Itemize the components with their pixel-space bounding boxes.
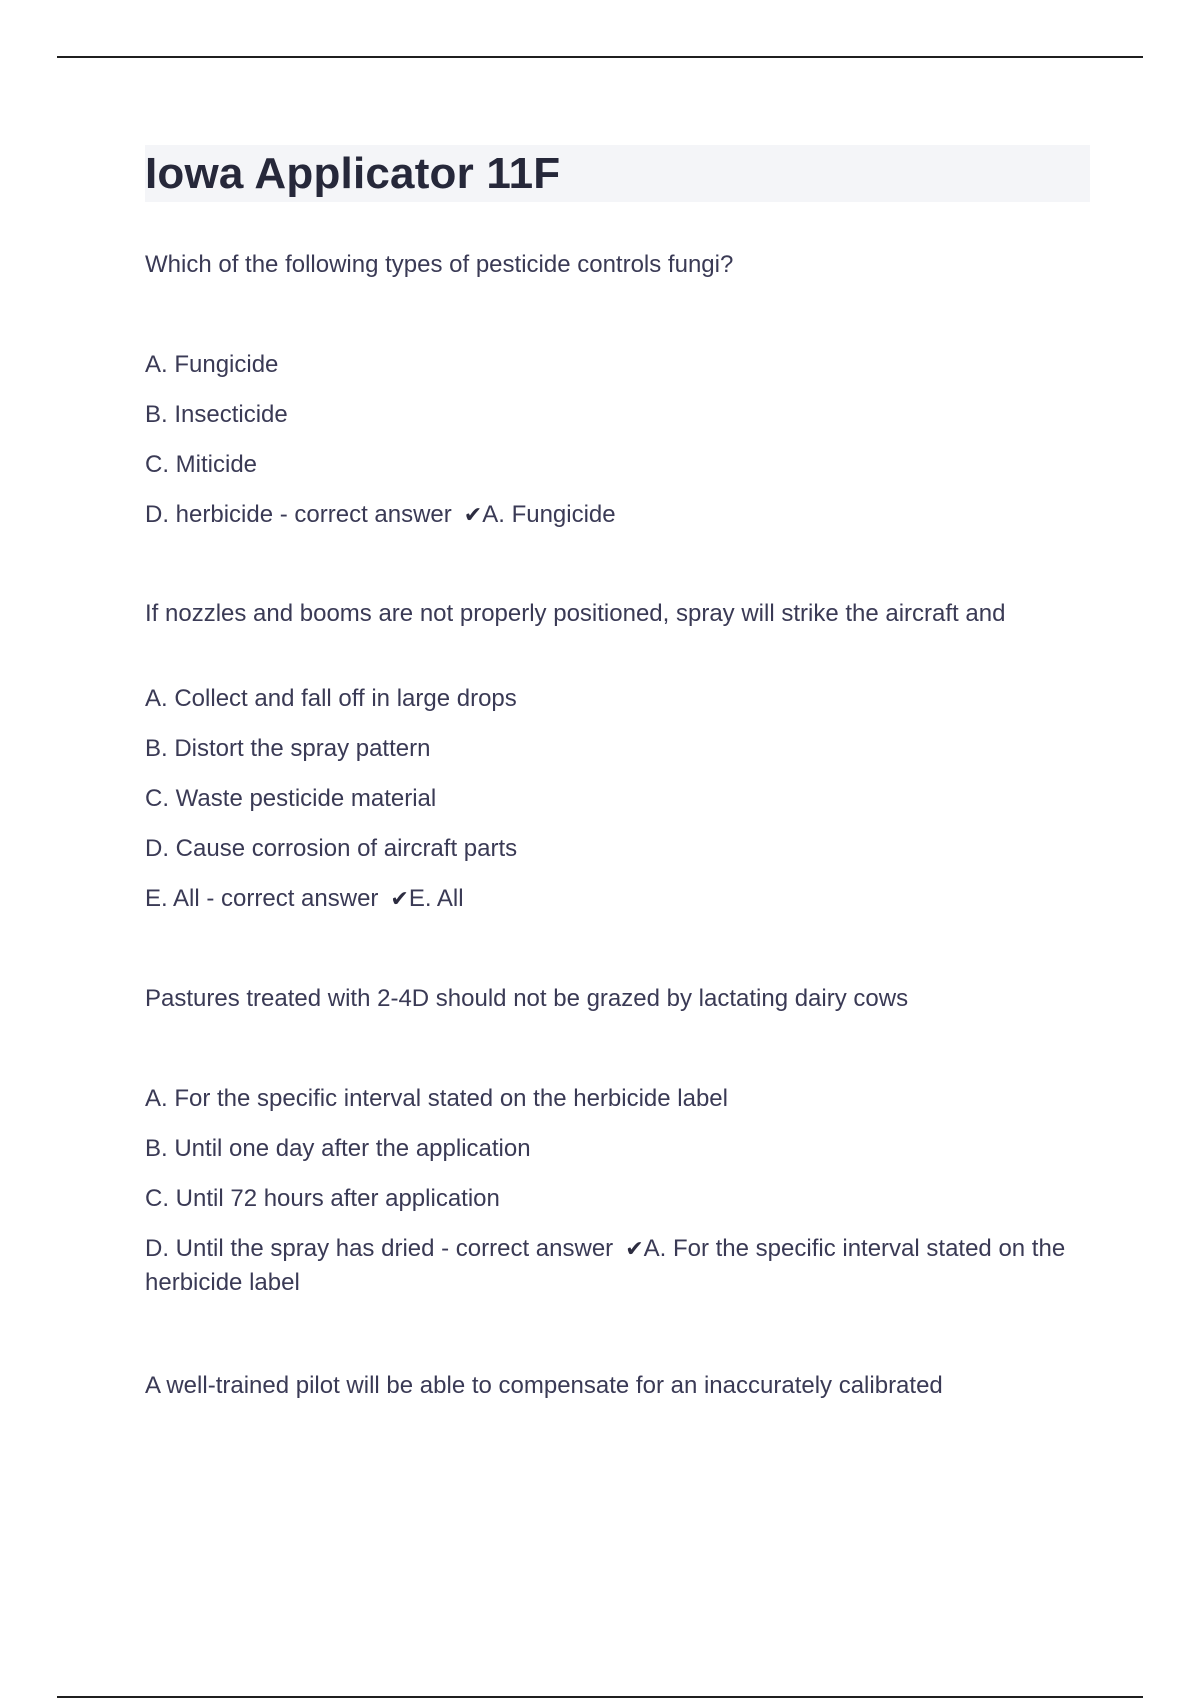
checkmark-icon: ✔ [463,502,483,527]
option-3a: A. For the specific interval stated on the herbicide label [145,1085,728,1112]
option-3c: C. Until 72 hours after application [145,1185,500,1212]
question-1: Which of the following types of pesticide controls fungi? [145,251,734,278]
option-3d-with-answer [145,1232,1085,1300]
answer-3: A. For the specific interval stated on the herbicide label [145,1235,1066,1296]
option-2e-with-answer [145,882,517,916]
option-1b: B. Insecticide [145,401,288,428]
option-2a: A. Collect and fall off in large drops [145,685,517,712]
bottom-rule [57,1696,1143,1698]
option-3d: D. Until the spray has dried - correct answer [145,1235,614,1262]
option-1d-with-answer [145,498,616,532]
question-1-options [145,348,616,532]
question-3-options [145,1082,1090,1300]
question-2: If nozzles and booms are not properly positioned, spray will strike the aircraft and [145,600,1006,627]
option-3b: B. Until one day after the application [145,1135,531,1162]
question-4: A well-trained pilot will be able to compensate for an inaccurately calibrated [145,1372,943,1399]
option-1d: D. herbicide - correct answer [145,501,452,528]
option-2b: B. Distort the spray pattern [145,735,431,762]
question-2-options [145,682,517,916]
document-body [145,145,1090,1399]
option-2c: C. Waste pesticide material [145,785,437,812]
answer-2: E. All [408,885,464,912]
option-1a: A. Fungicide [145,351,279,378]
title-banner [145,145,1090,202]
top-rule [57,56,1143,58]
checkmark-icon: ✔ [390,886,409,911]
option-2e: E. All - correct answer [145,885,379,912]
option-1c: C. Miticide [145,451,258,478]
question-3: Pastures treated with 2-4D should not be grazed by lactating dairy cows [145,985,909,1012]
checkmark-icon: ✔ [625,1236,644,1261]
answer-1: A. Fungicide [482,501,616,528]
option-2d: D. Cause corrosion of aircraft parts [145,835,518,862]
page-title: Iowa Applicator 11F [145,149,561,198]
